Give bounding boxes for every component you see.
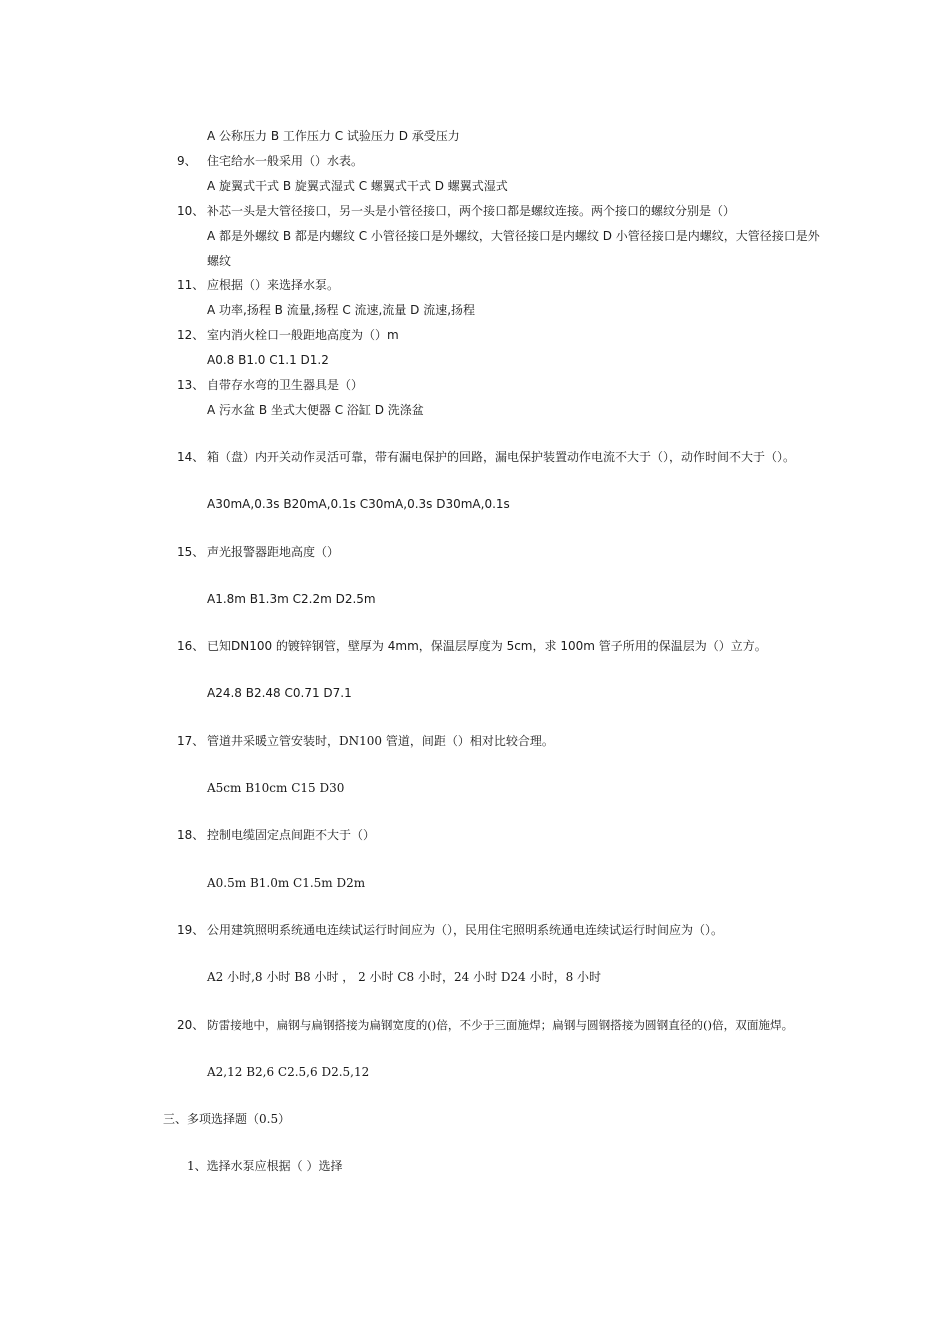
multi-choice-question-1: 1、选择水泵应根据（ ）选择 (187, 1159, 343, 1173)
question-number-10: 10、 (177, 204, 205, 218)
question-number-15: 15、 (177, 545, 205, 559)
question-18: 控制电缆固定点间距不大于（） (207, 828, 376, 842)
question-number-18: 18、 (177, 828, 205, 842)
options-17: A5cm B10cm C15 D30 (207, 781, 345, 795)
question-19: 公用建筑照明系统通电连续试运行时间应为（），民用住宅照明系统通电连续试运行时间应为（）。 (207, 923, 724, 937)
question-number-17: 17、 (177, 734, 205, 748)
question-number-14: 14、 (177, 450, 205, 464)
question-14: 箱（盘）内开关动作灵活可靠，带有漏电保护的回路，漏电保护装置动作电流不大于（），动作时间不大于（）。 (207, 450, 796, 464)
question-number-20: 20、 (177, 1018, 205, 1032)
question-number-9: 9、 (177, 154, 197, 168)
question-11: 应根据（）来选择水泵。 (207, 278, 340, 292)
question-16: 已知DN100 的镀锌钢管，壁厚为 4mm，保温层厚度为 5cm，求 100m 管子所用的保温层为（）立方。 (207, 639, 767, 653)
question-number-19: 19、 (177, 923, 205, 937)
question-number-11: 11、 (177, 278, 205, 292)
options-16: A24.8 B2.48 C0.71 D7.1 (207, 686, 352, 700)
options-13: A 污水盆 B 坐式大便器 C 浴缸 D 洗涤盆 (207, 403, 424, 417)
question-13: 自带存水弯的卫生器具是（） (207, 378, 364, 392)
section-title: 三、多项选择题（0.5） (163, 1112, 291, 1126)
question-20: 防雷接地中，扁钢与扁钢搭接为扁钢宽度的()倍，不少于三面施焊；扁钢与圆钢搭接为圆钢直径的()倍，双面施焊。 (207, 1018, 794, 1032)
options-11: A 功率,扬程 B 流量,扬程 C 流速,流量 D 流速,扬程 (207, 303, 476, 317)
question-15: 声光报警器距地高度（） (207, 545, 340, 559)
question-17: 管道井采暖立管安装时，DN100 管道，间距（）相对比较合理。 (207, 734, 554, 748)
question-12: 室内消火栓口一般距地高度为（）m (207, 328, 399, 342)
options-9: A 旋翼式干式 B 旋翼式湿式 C 螺翼式干式 D 螺翼式湿式 (207, 179, 508, 193)
options-10-continued: 螺纹 (207, 254, 232, 268)
question-number-12: 12、 (177, 328, 205, 342)
options-10: A 都是外螺纹 B 都是内螺纹 C 小管径接口是外螺纹，大管径接口是内螺纹 D 小管径接口是内螺纹，大管径接口是外 (207, 229, 820, 243)
options-18: A0.5m B1.0m C1.5m D2m (207, 876, 366, 890)
question-number-16: 16、 (177, 639, 205, 653)
options-8: A 公称压力 B 工作压力 C 试验压力 D 承受压力 (207, 129, 460, 143)
question-number-13: 13、 (177, 378, 205, 392)
question-10: 补芯一头是大管径接口，另一头是小管径接口，两个接口都是螺纹连接。两个接口的螺纹分别是（） (207, 204, 736, 218)
options-12: A0.8 B1.0 C1.1 D1.2 (207, 353, 329, 367)
question-9: 住宅给水一般采用（）水表。 (207, 154, 364, 168)
options-15: A1.8m B1.3m C2.2m D2.5m (207, 592, 376, 606)
options-14: A30mA,0.3s B20mA,0.1s C30mA,0.3s D30mA,0.1s (207, 497, 510, 511)
options-20: A2,12 B2,6 C2.5,6 D2.5,12 (207, 1065, 370, 1079)
options-19: A2 小时,8 小时 B8 小时 ， 2 小时 C8 小时，24 小时 D24 小时，8 小时 (207, 970, 602, 984)
